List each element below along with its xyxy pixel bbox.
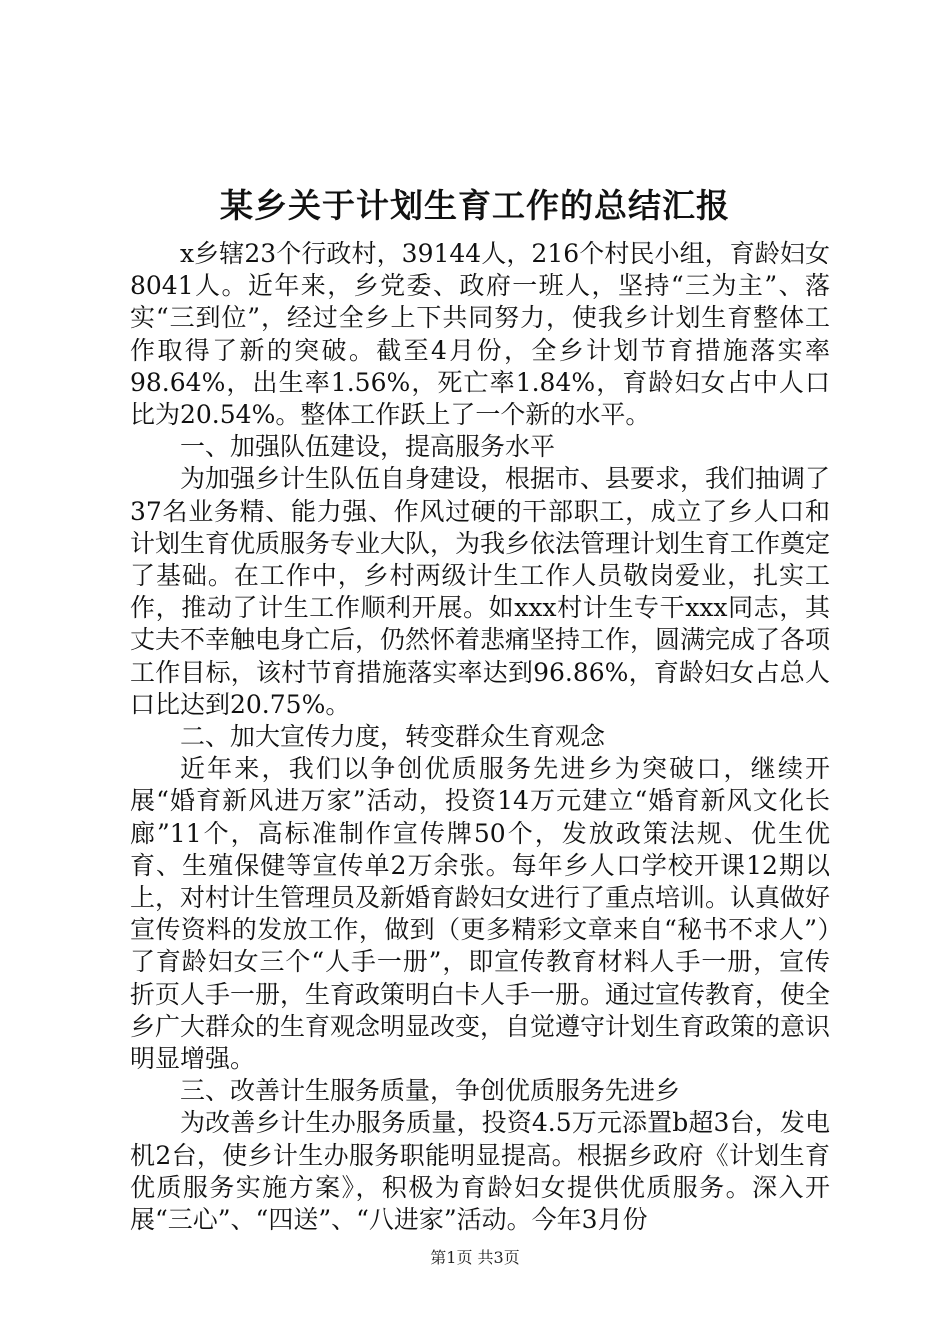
section-paragraph-1: 为加强乡计生队伍自身建设，根据市、县要求，我们抽调了37名业务精、能力强、作风过硬的干部职工，成立了乡人口和计划生育优质服务专业大队，为我乡依法管理计划生育工作奠定了基础。在工作中，乡村两级计生工作人员敬岗爱业，扎实工作，推动了计生工作顺利开展。如xxx村计生专干xxx同志，其丈夫不幸触电身亡后，仍然怀着悲痛坚持工作，圆满完成了各项工作目标，该村节育措施落实率达到96.86%，育龄妇女占总人口比达到20.75%。	[130, 464, 831, 719]
section-heading-2: 二、加大宣传力度，转变群众生育观念	[180, 722, 606, 752]
document-title: 某乡关于计划生育工作的总结汇报	[220, 186, 730, 225]
page-number-footer: 第1页 共3页	[430, 1248, 520, 1267]
section-paragraph-2: 近年来，我们以争创优质服务先进乡为突破口，继续开展“婚育新风进万家”活动，投资14万元建立“婚育新风文化长廊”11个，高标准制作宣传牌50个，发放政策法规、优生优育、生殖保健等宣传单2万余张。每年乡人口学校开课12期以上，对村计生管理员及新婚育龄妇女进行了重点培训。认真做好宣传资料的发放工作，做到（更多精彩文章来自“秘书不求人”）了育龄妇女三个“人手一册”，即宣传教育材料人手一册，宣传折页人手一册，生育政策明白卡人手一册。通过宣传教育，使全乡广大群众的生育观念明显改变，自觉遵守计划生育政策的意识明显增强。	[130, 754, 831, 1074]
section-paragraph-3: 为改善乡计生办服务质量，投资4.5万元添置b超3台，发电机2台，使乡计生办服务职能明显提高。根据乡政府《计划生育优质服务实施方案》，积极为育龄妇女提供优质服务。深入开展“三心”、“四送”、“八进家”活动。今年3月份	[130, 1108, 830, 1235]
section-heading-3: 三、改善计生服务质量，争创优质服务先进乡	[180, 1076, 681, 1106]
intro-paragraph: x乡辖23个行政村，39144人，216个村民小组，育龄妇女8041人。近年来，乡党委、政府一班人，坚持“三为主”、落实“三到位”，经过全乡上下共同努力，使我乡计划生育整体工作取得了新的突破。截至4月份，全乡计划节育措施落实率98.64%，出生率1.56%，死亡率1.84%，育龄妇女占中人口比为20.54%。整体工作跃上了一个新的水平。	[130, 239, 830, 430]
section-heading-1: 一、加强队伍建设，提高服务水平	[180, 432, 556, 462]
document-body	[130, 238, 830, 1236]
